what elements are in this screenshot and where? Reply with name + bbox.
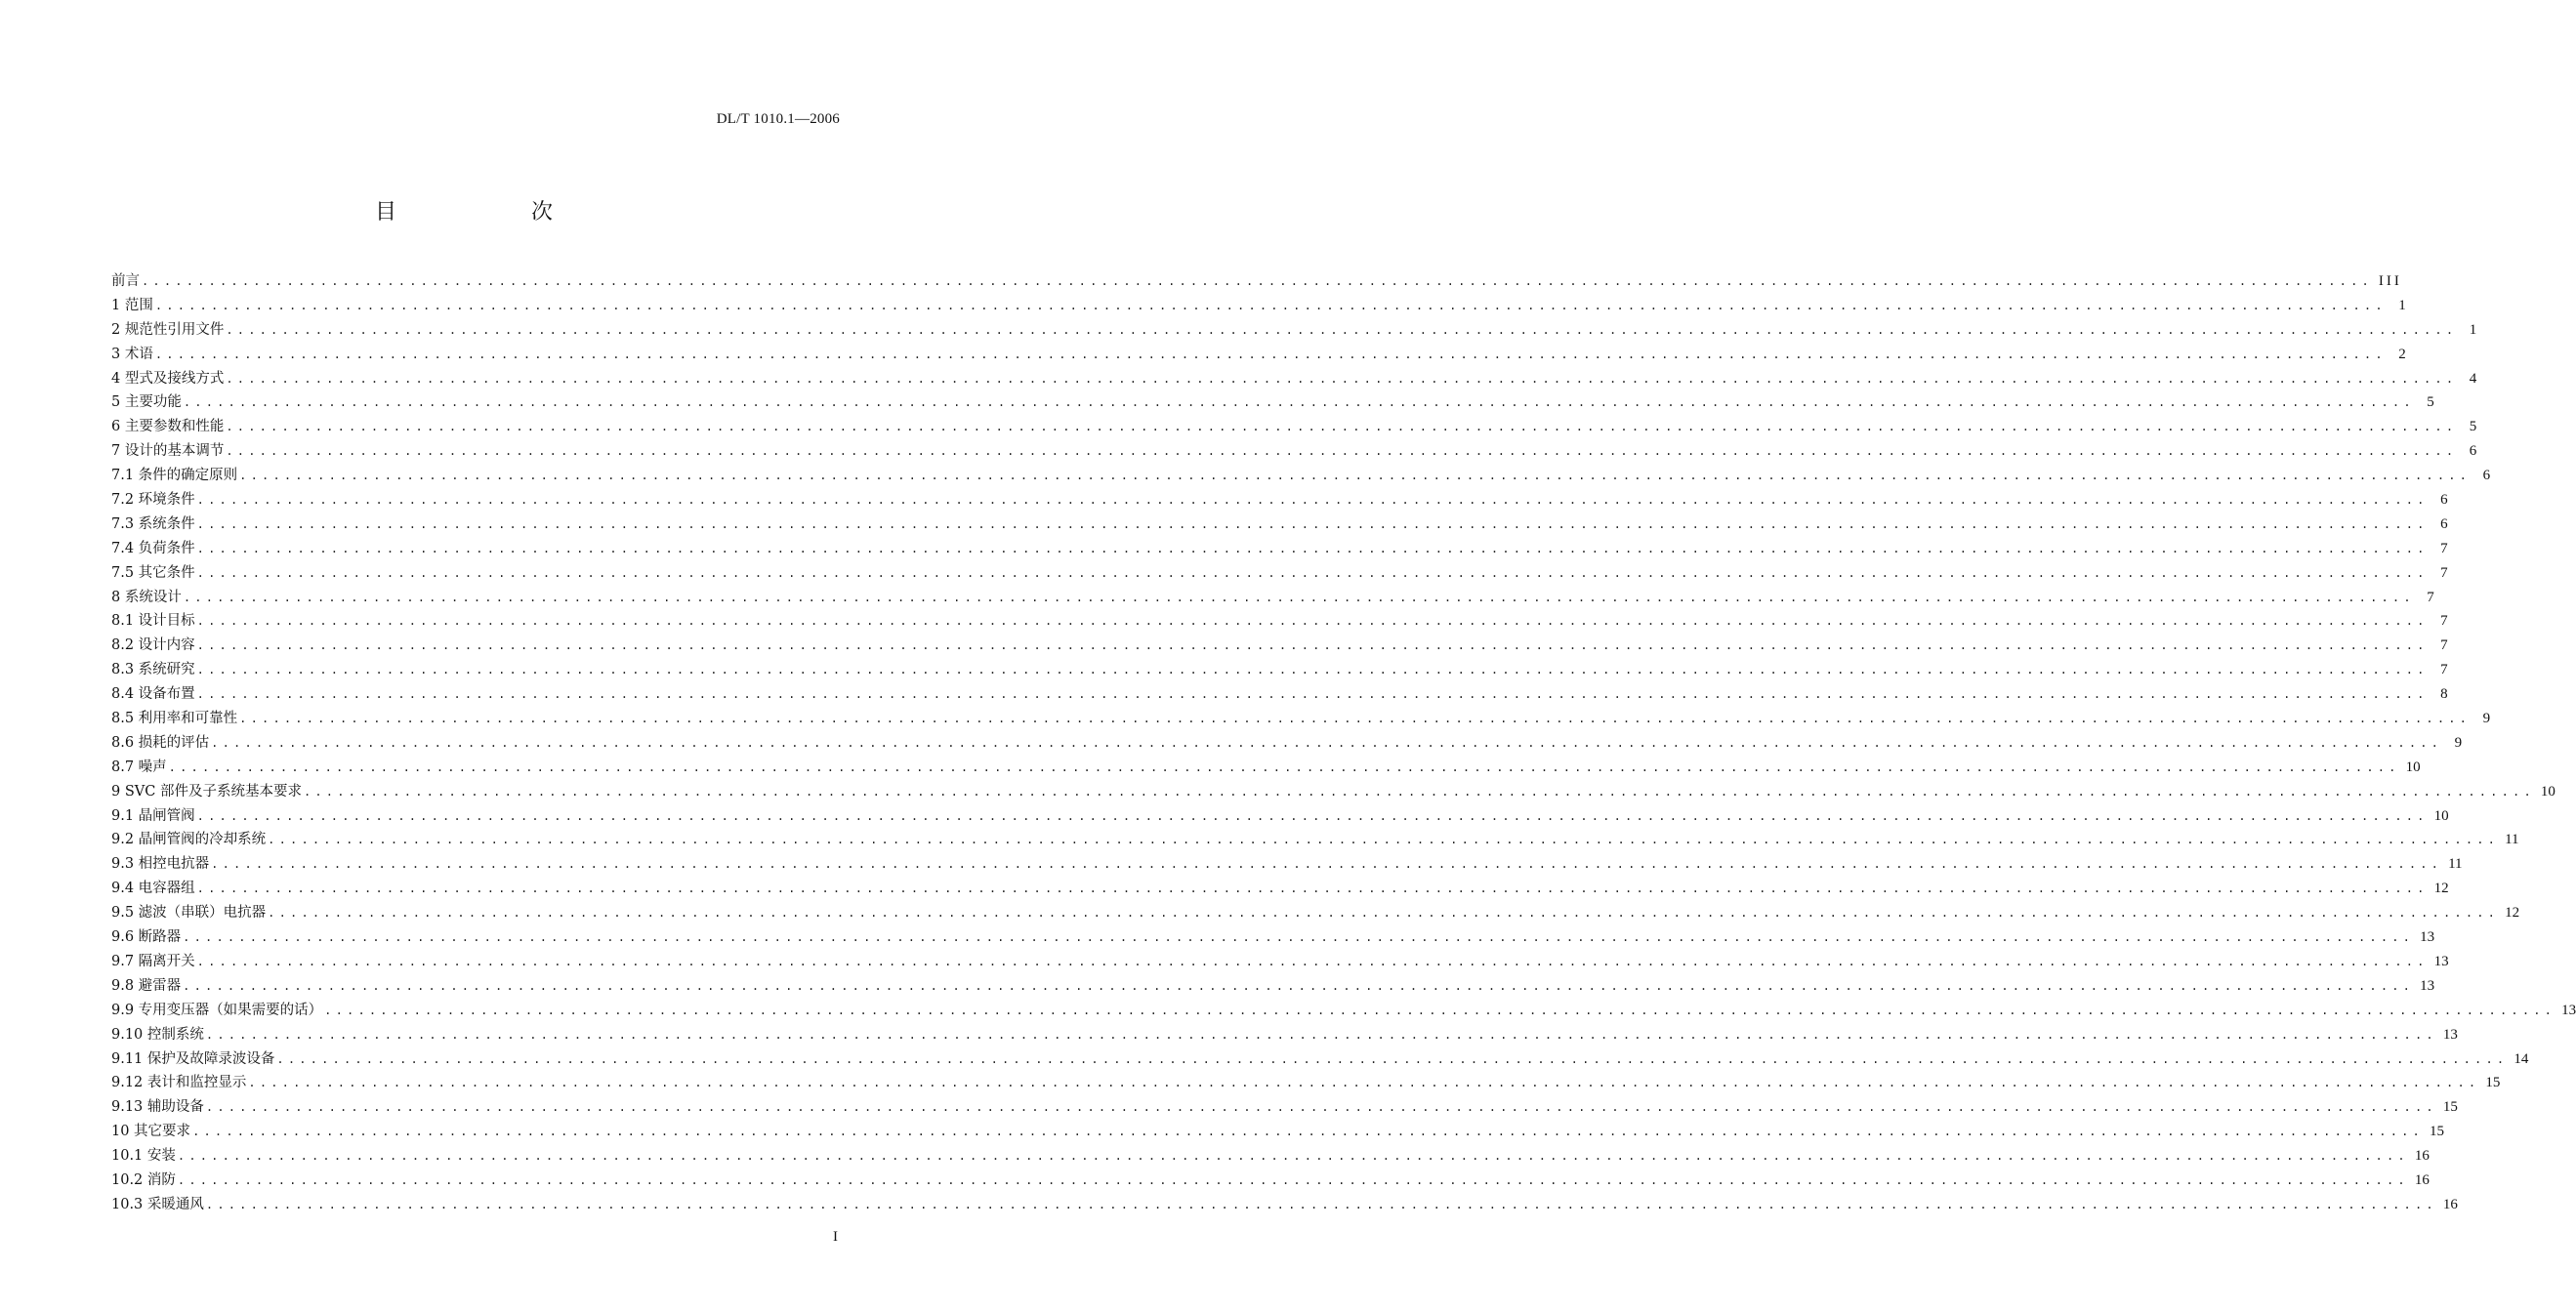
dot-leader: ........................................................................................................................................................................................................	[196, 687, 2429, 702]
toc-entry[interactable]	[111, 658, 2448, 682]
toc-entry-page: 14	[2514, 1050, 2529, 1067]
toc-entry-title: 9.3 相控电抗器	[111, 856, 210, 873]
dot-leader: ........................................................................................................................................................................................................	[196, 541, 2429, 555]
toc-entry-page: 13	[2433, 953, 2449, 969]
toc-entry-title: 9 SVC 部件及子系统基本要求	[111, 783, 302, 800]
dot-leader: ........................................................................................................................................................................................................	[168, 759, 2400, 774]
toc-entry-title: 4 型式及接线方式	[111, 370, 225, 387]
toc-entry-page: 13	[2561, 1002, 2576, 1018]
dot-leader: ........................................................................................................................................................................................................	[226, 420, 2458, 434]
toc-entry[interactable]	[111, 609, 2448, 634]
toc-entry-title: 9.5 滤波（串联）电抗器	[111, 905, 267, 922]
toc-entry-page: 4	[2469, 370, 2477, 387]
toc-entry-title: 9.9 专用变压器（如果需要的话）	[111, 1002, 323, 1018]
toc-entry-page: 9	[2454, 734, 2463, 751]
toc-entry[interactable]	[111, 294, 2406, 318]
toc-entry-page: 1	[2398, 297, 2406, 313]
toc-entry[interactable]	[111, 1193, 2458, 1217]
dot-leader: ........................................................................................................................................................................................................	[142, 274, 2373, 288]
toc-entry-title: 9.10 控制系统	[111, 1026, 204, 1043]
toc-entry[interactable]	[111, 318, 2477, 343]
toc-entry-title: 7.1 条件的确定原则	[111, 468, 238, 484]
toc-entry[interactable]	[111, 1095, 2458, 1120]
dot-leader: ........................................................................................................................................................................................................	[196, 882, 2429, 896]
toc-entry-page: 1	[2469, 321, 2477, 338]
toc-entry-title: 9.2 晶闸管阀的冷却系统	[111, 832, 267, 848]
dot-leader: ........................................................................................................................................................................................................	[268, 833, 2500, 847]
toc-entry-title: 10.3 采暖通风	[111, 1196, 204, 1212]
dot-leader: ........................................................................................................................................................................................................	[226, 371, 2458, 386]
toc-entry-title: 10.1 安装	[111, 1148, 176, 1165]
toc-entry[interactable]	[111, 343, 2406, 367]
toc-entry[interactable]	[111, 682, 2448, 707]
toc-entry-title: 8 系统设计	[111, 589, 182, 605]
toc-entry-title: 9.7 隔离开关	[111, 953, 195, 969]
toc-entry-title: 9.4 电容器组	[111, 881, 195, 897]
toc-entry[interactable]	[111, 537, 2448, 561]
toc-entry[interactable]	[111, 901, 2520, 925]
dot-leader: ........................................................................................................................................................................................................	[154, 298, 2387, 312]
toc-entry[interactable]	[111, 367, 2477, 391]
toc-entry-title: 1 范围	[111, 297, 153, 313]
toc-entry-page: III	[2378, 273, 2402, 289]
toc-entry-page: 15	[2485, 1075, 2501, 1091]
toc-entry-page: 15	[2442, 1099, 2458, 1116]
dot-leader: ........................................................................................................................................................................................................	[196, 614, 2429, 629]
toc-entry[interactable]	[111, 1169, 2430, 1193]
toc-entry-page: 6	[2482, 468, 2491, 484]
toc-entry-page: 8	[2440, 686, 2448, 703]
toc-entry-page: 10	[2540, 783, 2555, 800]
toc-entry-page: 13	[2420, 977, 2435, 994]
toc-entry-page: 13	[2420, 929, 2435, 946]
dot-leader: ........................................................................................................................................................................................................	[226, 322, 2458, 337]
dot-leader: ........................................................................................................................................................................................................	[196, 565, 2429, 580]
dot-leader: ........................................................................................................................................................................................................	[268, 906, 2500, 921]
toc-entry-page: 5	[2427, 394, 2434, 411]
dot-leader: ........................................................................................................................................................................................................	[303, 784, 2535, 799]
dot-leader: ........................................................................................................................................................................................................	[183, 395, 2415, 410]
toc-entry-page: 13	[2442, 1026, 2458, 1043]
toc-entry[interactable]	[111, 464, 2491, 488]
dot-leader: ........................................................................................................................................................................................................	[177, 1149, 2409, 1164]
toc-entry[interactable]	[111, 707, 2491, 731]
toc-entry-title: 10 其它要求	[111, 1124, 191, 1140]
dot-leader: ........................................................................................................................................................................................................	[192, 1125, 2424, 1139]
toc-entry-page: 11	[2505, 832, 2519, 848]
toc-entry-title: 2 规范性引用文件	[111, 321, 225, 338]
toc-entry-page: 16	[2442, 1196, 2458, 1212]
toc-entry-title: 9.6 断路器	[111, 929, 182, 946]
toc-entry-title: 5 主要功能	[111, 394, 182, 411]
dot-leader: ........................................................................................................................................................................................................	[276, 1051, 2509, 1066]
toc-entry-page: 5	[2469, 419, 2477, 435]
toc-entry-title: 8.1 设计目标	[111, 613, 195, 630]
toc-entry-title: 8.5 利用率和可靠性	[111, 711, 238, 727]
toc-entry-title: 7.5 其它条件	[111, 564, 195, 581]
dot-leader: ........................................................................................................................................................................................................	[154, 347, 2387, 361]
toc-entry[interactable]	[111, 634, 2448, 658]
toc-entry-title: 9.1 晶闸管阀	[111, 807, 195, 824]
dot-leader: ........................................................................................................................................................................................................	[196, 493, 2429, 508]
page-title: 目 次	[374, 200, 609, 225]
toc-entry-title: 7.2 环境条件	[111, 492, 195, 509]
toc-entry-title: 7.4 负荷条件	[111, 540, 195, 556]
toc-entry[interactable]	[111, 950, 2449, 974]
dot-leader: ........................................................................................................................................................................................................	[196, 638, 2429, 653]
toc-entry-title: 10.2 消防	[111, 1171, 176, 1188]
toc-entry-page: 6	[2469, 443, 2477, 460]
dot-leader: ........................................................................................................................................................................................................	[226, 444, 2458, 459]
dot-leader: ........................................................................................................................................................................................................	[239, 469, 2472, 483]
toc-entry-page: 16	[2414, 1171, 2430, 1188]
toc-entry[interactable]	[111, 974, 2435, 999]
toc-entry-title: 8.4 设备布置	[111, 686, 195, 703]
toc-entry[interactable]	[111, 415, 2477, 439]
dot-leader: ........................................................................................................................................................................................................	[248, 1076, 2480, 1090]
toc-entry-title: 6 主要参数和性能	[111, 419, 225, 435]
dot-leader: ........................................................................................................................................................................................................	[183, 930, 2415, 945]
dot-leader: ........................................................................................................................................................................................................	[196, 954, 2429, 968]
toc-entry[interactable]	[111, 439, 2477, 464]
dot-leader: ........................................................................................................................................................................................................	[239, 712, 2472, 726]
toc-entry-title: 9.11 保护及故障录波设备	[111, 1050, 275, 1067]
toc-entry[interactable]	[111, 561, 2448, 586]
toc-entry-page: 11	[2448, 856, 2463, 873]
toc-entry[interactable]	[111, 756, 2421, 780]
toc-entry-title: 8.7 噪声	[111, 759, 167, 775]
toc-entry-page: 7	[2440, 637, 2448, 654]
toc-entry[interactable]	[111, 586, 2434, 610]
toc-entry-page: 7	[2440, 564, 2448, 581]
dot-leader: ........................................................................................................................................................................................................	[196, 808, 2429, 823]
toc-entry[interactable]	[111, 269, 2402, 294]
toc-entry[interactable]	[111, 999, 2576, 1023]
toc-entry[interactable]	[111, 828, 2519, 852]
page-number: I	[833, 1229, 838, 1245]
toc-entry[interactable]	[111, 1071, 2501, 1095]
dot-leader: ........................................................................................................................................................................................................	[205, 1197, 2437, 1211]
dot-leader: ........................................................................................................................................................................................................	[183, 978, 2415, 993]
dot-leader: ........................................................................................................................................................................................................	[196, 663, 2429, 677]
toc-entry-page: 6	[2440, 492, 2448, 509]
toc-entry-title: 3 术语	[111, 346, 153, 362]
dot-leader: ........................................................................................................................................................................................................	[177, 1172, 2409, 1187]
toc-entry[interactable]	[111, 1023, 2458, 1047]
document-code: DL/T 1010.1—2006	[716, 111, 840, 127]
dot-leader: ........................................................................................................................................................................................................	[211, 857, 2443, 872]
toc-entry-page: 12	[2505, 905, 2520, 922]
toc-entry[interactable]	[111, 390, 2434, 415]
toc-entry-page: 7	[2440, 662, 2448, 678]
toc-entry-page: 15	[2429, 1124, 2444, 1140]
toc-entry[interactable]	[111, 513, 2448, 537]
toc-entry[interactable]	[111, 731, 2463, 756]
toc-entry[interactable]	[111, 1120, 2444, 1144]
toc-entry[interactable]	[111, 877, 2449, 901]
toc-entry-title: 7.3 系统条件	[111, 515, 195, 532]
toc-entry-page: 9	[2482, 711, 2491, 727]
toc-entry-page: 7	[2440, 540, 2448, 556]
toc-entry-page: 7	[2427, 589, 2434, 605]
toc-entry-page: 12	[2433, 881, 2449, 897]
toc-entry[interactable]	[111, 1144, 2430, 1169]
toc-entry[interactable]	[111, 804, 2449, 829]
toc-entry-page: 16	[2414, 1148, 2430, 1165]
toc-entry[interactable]	[111, 925, 2435, 950]
toc-entry-title: 8.2 设计内容	[111, 637, 195, 654]
toc-entry-page: 2	[2398, 346, 2406, 362]
dot-leader: ........................................................................................................................................................................................................	[211, 735, 2443, 750]
toc-entry-page: 6	[2440, 515, 2448, 532]
toc-entry-page: 10	[2433, 807, 2449, 824]
toc-entry-title: 8.3 系统研究	[111, 662, 195, 678]
toc-entry[interactable]	[111, 488, 2448, 513]
toc-entry-page: 7	[2440, 613, 2448, 630]
dot-leader: ........................................................................................................................................................................................................	[205, 1027, 2437, 1042]
toc-entry[interactable]	[111, 852, 2463, 877]
dot-leader: ........................................................................................................................................................................................................	[324, 1003, 2556, 1017]
toc-entry-page: 10	[2405, 759, 2421, 775]
dot-leader: ........................................................................................................................................................................................................	[196, 516, 2429, 531]
toc-entry-title: 前言	[111, 273, 140, 289]
dot-leader: ........................................................................................................................................................................................................	[183, 590, 2415, 604]
toc-entry-title: 9.8 避雷器	[111, 977, 182, 994]
dot-leader: ........................................................................................................................................................................................................	[205, 1100, 2437, 1115]
toc-entry[interactable]	[111, 780, 2555, 804]
toc-entry-title: 7 设计的基本调节	[111, 443, 225, 460]
toc-entry[interactable]	[111, 1047, 2529, 1072]
toc-entry-title: 8.6 损耗的评估	[111, 734, 210, 751]
toc-entry-title: 9.13 辅助设备	[111, 1099, 204, 1116]
toc-entry-title: 9.12 表计和监控显示	[111, 1075, 247, 1091]
table-of-contents	[111, 269, 2576, 1217]
